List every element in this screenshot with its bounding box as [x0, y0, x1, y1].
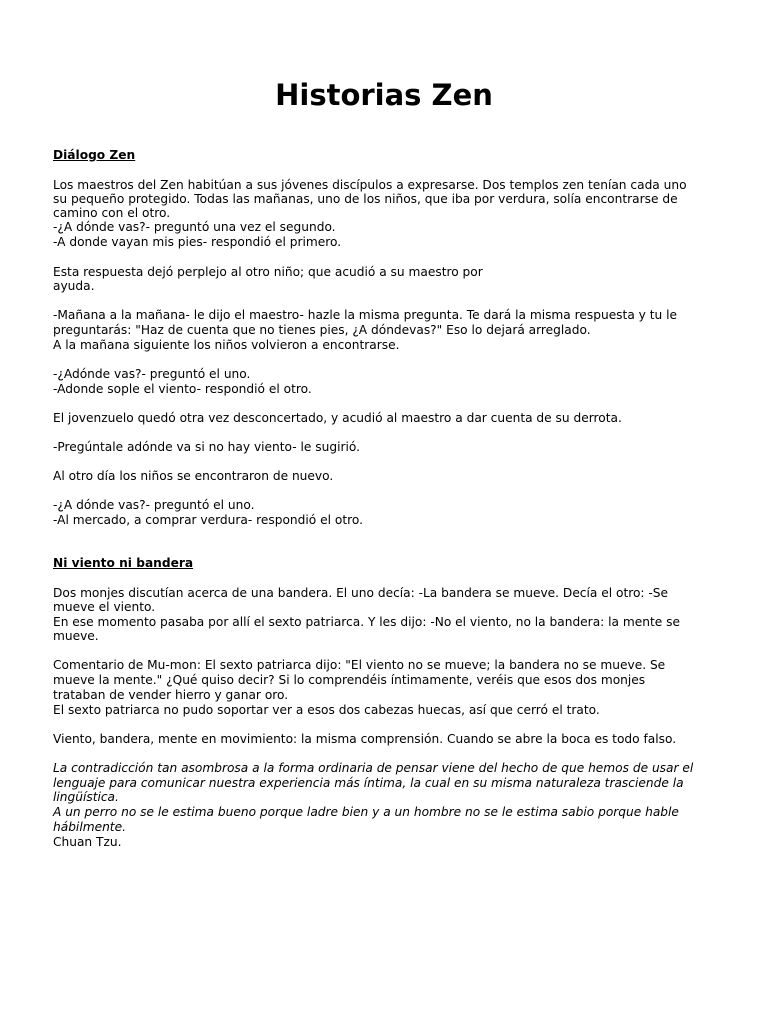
section-heading-dialogo-zen: Diálogo Zen [53, 148, 136, 162]
paragraph-line: A la mañana siguiente los niños volvieron a encontrarse. [53, 338, 400, 352]
quote-line: lenguaje para comunicar nuestra experiencia más íntima, la cual en su misma naturaleza trasciende la [53, 776, 684, 790]
paragraph-line: -Al mercado, a comprar verdura- respondió el otro. [53, 513, 363, 527]
paragraph-line: Comentario de Mu-mon: El sexto patriarca dijo: "El viento no se mueve; la bandera no se mueve. Se [53, 658, 666, 672]
paragraph-line: preguntarás: "Haz de cuenta que no tienes pies, ¿A dóndevas?" Eso lo dejará arreglado. [53, 323, 591, 337]
paragraph-line: En ese momento pasaba por allí el sexto patriarca. Y les dijo: -No el viento, no la bandera: la mente se [53, 615, 680, 629]
paragraph-line: mueve el viento. [53, 600, 156, 614]
paragraph-line: mueve la mente." ¿Qué quiso decir? Si lo comprendéis íntimamente, veréis que esos dos monjes [53, 673, 646, 687]
paragraph-line: -Adonde sople el viento- respondió el otro. [53, 382, 312, 396]
quote-attribution: Chuan Tzu. [53, 835, 122, 849]
paragraph-line: mueve. [53, 629, 99, 643]
paragraph-line: ayuda. [53, 279, 95, 293]
quote-line: La contradicción tan asombrosa a la forma ordinaria de pensar viene del hecho de que hemos de usar el [53, 761, 694, 775]
paragraph-line: -Mañana a la mañana- le dijo el maestro- hazle la misma pregunta. Te dará la misma respuesta y tu le [53, 308, 678, 322]
paragraph-line: Viento, bandera, mente en movimiento: la misma comprensión. Cuando se abre la boca es todo falso. [53, 732, 677, 746]
paragraph-line: El jovenzuelo quedó otra vez desconcertado, y acudió al maestro a dar cuenta de su derrota. [53, 411, 622, 425]
quote-line: A un perro no se le estima bueno porque ladre bien y a un hombre no se le estima sabio porque hable [53, 805, 679, 819]
paragraph-line: su pequeño protegido. Todas las mañanas, uno de los niños, que iba por verdura, solía encontrarse de [53, 192, 678, 206]
paragraph-line: -Pregúntale adónde va si no hay viento- le sugirió. [53, 440, 360, 454]
paragraph-line: -¿Adónde vas?- preguntó el uno. [53, 367, 251, 381]
section-heading-ni-viento-ni-bandera: Ni viento ni bandera [53, 556, 194, 570]
paragraph-line: Esta respuesta dejó perplejo al otro niño; que acudió a su maestro por [53, 265, 483, 279]
quote-line: lingüística. [53, 790, 119, 804]
paragraph-line: trataban de vender hierro y ganar oro. [53, 688, 289, 702]
paragraph-line: camino con el otro. [53, 206, 171, 220]
paragraph-line: -¿A dónde vas?- preguntó el uno. [53, 498, 255, 512]
paragraph-line: -A donde vayan mis pies- respondió el primero. [53, 235, 342, 249]
document-title: Historias Zen [275, 78, 493, 112]
paragraph-line: -¿A dónde vas?- preguntó una vez el segundo. [53, 220, 336, 234]
paragraph-line: El sexto patriarca no pudo soportar ver a esos dos cabezas huecas, así que cerró el trato. [53, 703, 600, 717]
quote-line: hábilmente. [53, 820, 126, 834]
paragraph-line: Dos monjes discutían acerca de una bandera. El uno decía: -La bandera se mueve. Decía el otro: -Se [53, 586, 669, 600]
paragraph-line: Los maestros del Zen habitúan a sus jóvenes discípulos a expresarse. Dos templos zen tenían cada uno [53, 178, 687, 192]
paragraph-line: Al otro día los niños se encontraron de nuevo. [53, 469, 334, 483]
